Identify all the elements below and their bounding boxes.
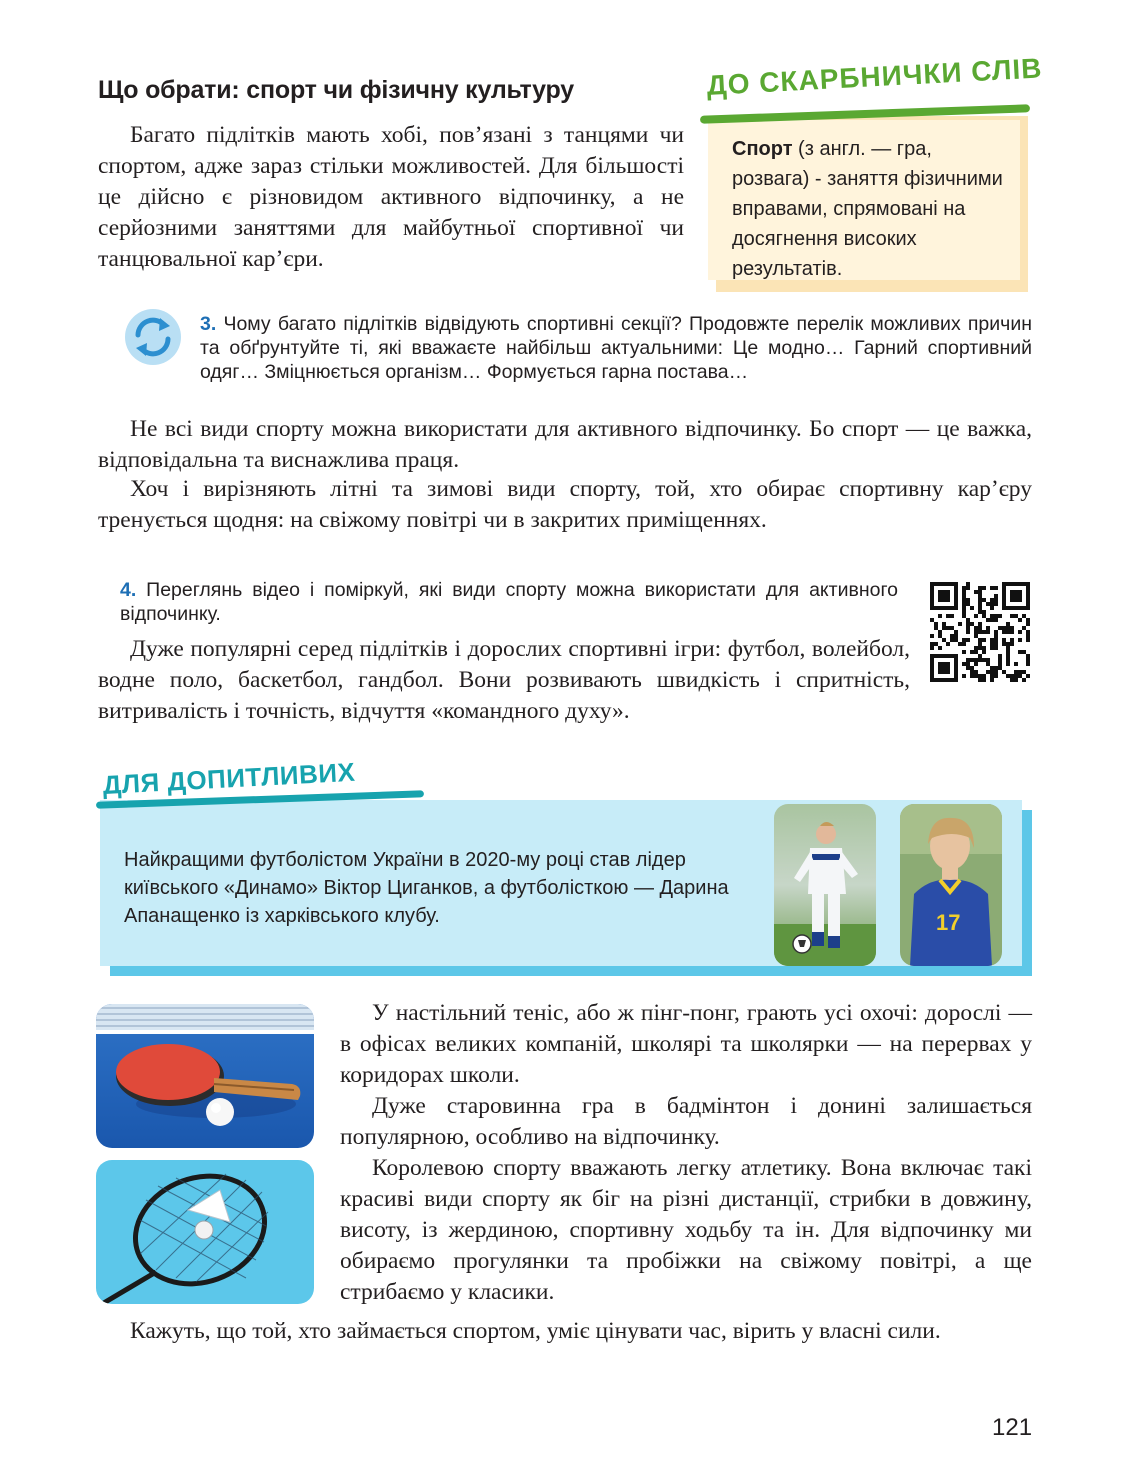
task-4-number: 4. xyxy=(120,579,137,601)
footballer-woman-photo xyxy=(900,804,1002,966)
curious-text: Найкращими футболістом України в 2020-му році став лідер київського «Динамо» Віктор Циганков, а футболісткою — Дарина Апанащенко із харківського клубу. xyxy=(124,849,729,927)
task-4 xyxy=(120,578,898,626)
vocab-term: Спорт xyxy=(732,138,793,160)
paragraph-8-text: Кажуть, що той, хто займається спортом, уміє цінувати час, вірить у власні сили. xyxy=(130,1318,941,1344)
badminton-image xyxy=(96,1160,314,1304)
paragraph-7-text: Королевою спорту вважають легку атлетику. Вона включає такі красиві види спорту як біг на різні дистанції, стрибки в довжину, висоту, із жердиною, спортивну ходьбу та ін. Для відпочинку ми обираємо прогулянки та пробіжки на свіжому повітрі, а ще стрибаємо у класики. xyxy=(340,1155,1032,1305)
paragraph-4-text: Дуже популярні серед підлітків і дорослих спортивні ігри: футбол, волейбол, водне поло, баскетбол, гандбол. Вони розвивають швидкість і спритність, витривалість і точність, відчуття «командного духу». xyxy=(98,636,910,724)
paragraph-2-text: Не всі види спорту можна використати для активного відпочинку. Бо спорт — це важка, відповідальна та виснажлива праця. xyxy=(98,416,1032,473)
paragraph-3-text: Хоч і вирізняють літні та зимові види спорту, той, хто обирає спортивну кар’єру тренується щодня: на свіжому повітрі чи в закритих приміщеннях. xyxy=(98,476,1032,533)
section-heading: Що обрати: спорт чи фізичну культуру xyxy=(98,76,575,104)
refresh-icon xyxy=(124,308,182,366)
curious-header: ДЛЯ ДОПИТЛИВИХ xyxy=(102,756,357,800)
qr-code-icon[interactable] xyxy=(930,582,1030,682)
paragraph-6-text: Дуже старовинна гра в бадмінтон і донині залишається популярною, особливо на відпочинку. xyxy=(340,1093,1032,1150)
task-3-number: 3. xyxy=(200,313,217,335)
paragraph-2 xyxy=(98,414,1032,476)
paragraph-block-sports xyxy=(340,998,1032,1308)
footballer-photo xyxy=(774,804,876,966)
paragraph-5-text: У настільний теніс, або ж пінг-понг, грають усі охочі: дорослі — в офісах великих компаній, школярі та школярки — на перервах у коридорах школи. xyxy=(340,1000,1032,1088)
jersey-number: 17 xyxy=(936,910,961,935)
intro-paragraph xyxy=(98,120,684,275)
task-4-text: Переглянь відео і поміркуй, які види спорту можна використати для активного відпочинку. xyxy=(120,579,898,625)
task-3 xyxy=(200,312,1032,384)
vocab-header: ДО СКАРБНИЧКИ СЛІВ xyxy=(706,52,1044,101)
table-tennis-image xyxy=(96,1004,314,1148)
vocab-definition-text: (з англ. — гра, розвага) - заняття фізичними вправами, спрямовані на досягнення високих результатів. xyxy=(732,138,1003,280)
paragraph-3 xyxy=(98,474,1032,536)
task-3-text: Чому багато підлітків відвідують спортивні секції? Продовжте перелік можливих причин та обґрунтуйте ті, які вважаєте найбільш актуальними: Це модно… Гарний спортивний одяг… Зміцнюється організм… Формується гарна постава… xyxy=(200,313,1032,383)
paragraph-4 xyxy=(98,634,910,727)
intro-text: Багато підлітків мають хобі, пов’язані з танцями чи спортом, адже зараз стільки можливостей. Для більшості це дійсно є різновидом активного відпочинку, а не серйозними заняттями для майбутньої спортивної чи танцювальної кар’єри. xyxy=(98,122,684,272)
paragraph-8 xyxy=(98,1316,1032,1347)
page-number: 121 xyxy=(992,1414,1033,1441)
vocab-definition xyxy=(732,134,1014,284)
